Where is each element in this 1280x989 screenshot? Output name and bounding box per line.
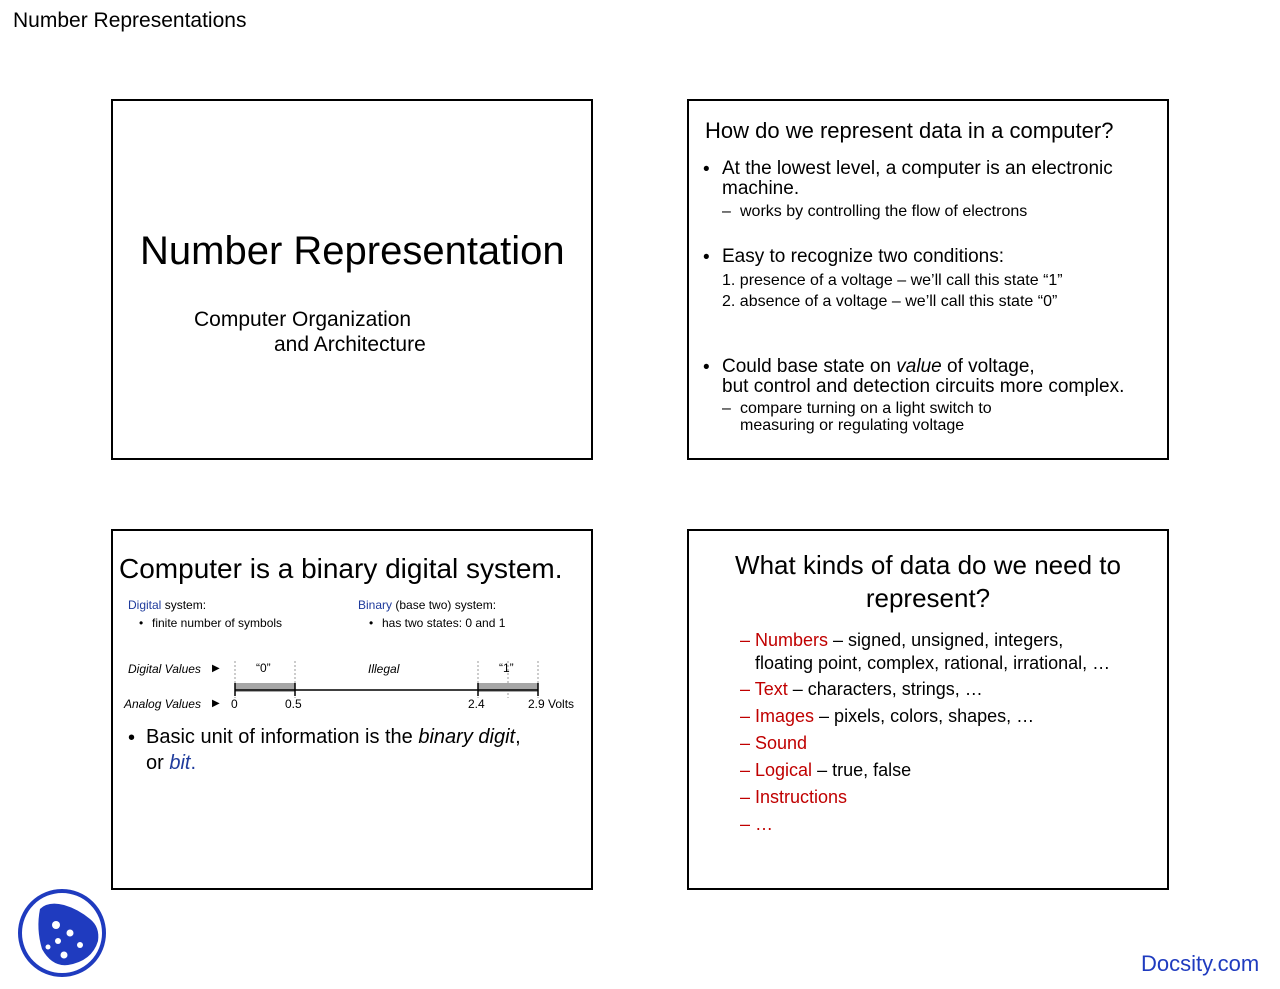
binary-bullet: has two states: 0 and 1 [382, 616, 506, 630]
tick-24-label: 2.4 [468, 697, 485, 711]
slide2-bullet2: Easy to recognize two conditions: [722, 246, 1004, 267]
slide2-bullet3-post: of voltage, [941, 356, 1035, 377]
digital-bullet: finite number of symbols [152, 616, 283, 630]
slide4-title-line2: represent? [865, 583, 991, 613]
item-detail: – characters, strings, … [787, 679, 983, 699]
list-item [740, 630, 1063, 651]
slide2-bullet3-line1 [722, 356, 1035, 378]
slide3-bullet-pre: Basic unit of information is the [146, 726, 419, 748]
slide2-bullet3-pre: Could base state on [722, 356, 897, 377]
digital-word: Digital [128, 598, 162, 612]
item-label: Numbers [755, 630, 829, 650]
slide3-bullet-post: , [515, 726, 521, 748]
slide2-bullet1-sub: works by controlling the flow of electrons [740, 203, 1028, 220]
slide2-bullet3-line2: but control and detection circuits more complex. [722, 376, 1125, 397]
slide2-bullet2-item1: 1. presence of a voltage – we’ll call this state “1” [722, 272, 1063, 289]
bullet-dot-icon: • [703, 159, 710, 180]
bullet-dot-icon: • [703, 357, 710, 378]
digital-rest: system: [161, 598, 207, 612]
arrow-right-icon: ▶ [212, 698, 220, 709]
binary-system-heading [358, 598, 496, 612]
slide4-title-line1: What kinds of data do we need to [735, 550, 1121, 580]
document-header-title: Number Representations [13, 9, 247, 32]
illegal-label: Illegal [368, 662, 400, 676]
item-detail: – true, false [812, 760, 912, 780]
dash-icon: – [722, 203, 731, 220]
docsity-logo-icon[interactable] [18, 889, 106, 977]
dash-icon: – [740, 679, 755, 699]
slide1-subtitle-line2: and Architecture [274, 333, 426, 356]
slide-title [111, 99, 593, 460]
list-item [740, 733, 807, 754]
dash-icon: – [740, 630, 756, 650]
binary-word: Binary [358, 598, 393, 612]
tick-05-label: 0.5 [285, 697, 302, 711]
slide2-bullet3-sub2: measuring or regulating voltage [740, 417, 965, 434]
tick-29-label: 2.9 Volts [528, 697, 575, 711]
slide-data-kinds [687, 529, 1169, 890]
dash-icon: – [740, 760, 756, 780]
item-detail: – pixels, colors, shapes, … [814, 706, 1035, 726]
dash-icon: – [722, 400, 731, 417]
analog-values-label: Analog Values [124, 697, 201, 711]
digital-system-heading [128, 598, 206, 612]
slide2-bullet1-line2: machine. [722, 178, 800, 199]
slide3-bullet-line2 [146, 752, 196, 775]
slide3-title: Computer is a binary digital system. [119, 553, 563, 584]
state-zero-label: “0” [256, 661, 271, 675]
arrow-right-icon: ▶ [212, 663, 220, 674]
item-label: Sound [755, 733, 808, 753]
bullet-dot-icon: • [139, 616, 144, 630]
slide-binary-digital [111, 529, 593, 890]
slide2-bullet3-em: value [896, 356, 942, 377]
slide3-bullet-line1 [146, 726, 521, 749]
tick-0-label: 0 [231, 697, 238, 711]
slide2-bullet2-item2: 2. absence of a voltage – we’ll call this state “0” [722, 293, 1058, 310]
item-label: … [755, 814, 774, 834]
list-item [740, 760, 911, 781]
bullet-dot-icon: • [703, 247, 710, 268]
list-item [740, 814, 773, 835]
item-label: Text [754, 679, 788, 699]
slide2-bullet3-sub1: compare turning on a light switch to [740, 400, 992, 417]
slide-data-representation [687, 99, 1169, 460]
item-detail: – signed, unsigned, integers, [828, 630, 1064, 650]
slide3-bullet-or: or [146, 752, 170, 774]
bullet-dot-icon: • [128, 727, 136, 749]
item-label: Images [755, 706, 815, 726]
slide3-bullet-dot: . [190, 752, 197, 774]
dash-icon: – [740, 787, 756, 807]
list-item [740, 679, 983, 700]
dash-icon: – [740, 733, 756, 753]
docsity-brand-link[interactable]: Docsity.com [1141, 951, 1260, 976]
list-item [740, 787, 847, 808]
slide1-subtitle-line1: Computer Organization [194, 308, 412, 331]
item-label: Logical [755, 760, 813, 780]
slide2-title: How do we represent data in a computer? [705, 118, 1114, 143]
state-one-label: “1” [499, 661, 514, 675]
dash-icon: – [740, 706, 756, 726]
slide1-title: Number Representation [140, 229, 565, 273]
list-item-continuation [755, 653, 1110, 674]
dash-icon: – [740, 814, 756, 834]
slide3-bullet-bit: bit [169, 752, 191, 774]
digital-values-label: Digital Values [128, 662, 201, 676]
binary-rest: (base two) system: [392, 598, 497, 612]
item-detail: floating point, complex, rational, irrational, … [755, 653, 1111, 673]
slide2-bullet1-line1: At the lowest level, a computer is an electronic [722, 158, 1113, 179]
slide3-bullet-em: binary digit [418, 726, 516, 748]
item-label: Instructions [755, 787, 848, 807]
list-item [740, 706, 1034, 727]
bullet-dot-icon: • [369, 616, 374, 630]
